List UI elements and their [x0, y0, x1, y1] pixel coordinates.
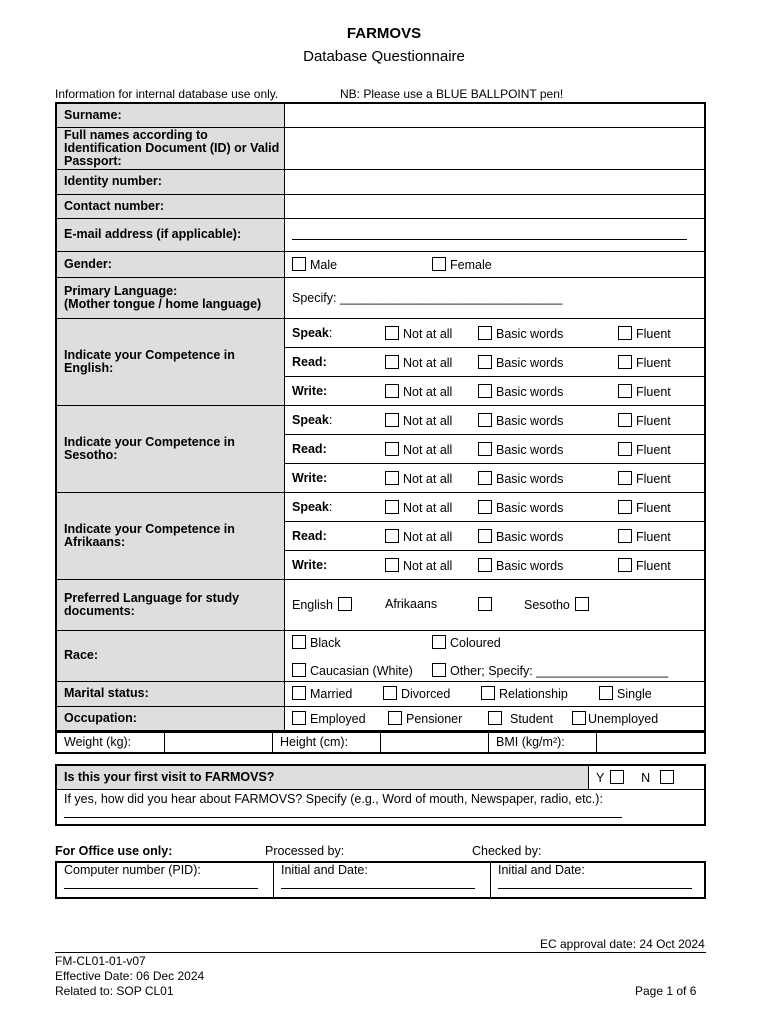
- checkbox-icon[interactable]: [478, 597, 492, 611]
- occupation-employed-option[interactable]: Employed: [292, 711, 366, 726]
- checkbox-icon[interactable]: [478, 500, 492, 514]
- checkbox-icon[interactable]: [478, 442, 492, 456]
- gender-female-option[interactable]: Female: [432, 257, 492, 272]
- effective-date: Effective Date: 06 Dec 2024: [55, 969, 205, 983]
- checkbox-icon[interactable]: [385, 442, 399, 456]
- checkbox-icon[interactable]: [292, 686, 306, 700]
- fluent-option[interactable]: Fluent: [618, 500, 671, 515]
- race-black-option[interactable]: Black: [292, 635, 341, 650]
- marital-divorced-option[interactable]: Divorced: [383, 686, 450, 701]
- checkbox-icon[interactable]: [432, 635, 446, 649]
- checkbox-icon[interactable]: [575, 597, 589, 611]
- contact-input[interactable]: [285, 194, 706, 218]
- fluent-option[interactable]: Fluent: [618, 471, 671, 486]
- office-use-table: [55, 861, 706, 899]
- document-subtitle: Database Questionnaire: [303, 48, 465, 65]
- document-code: FM-CL01-01-v07: [55, 954, 146, 968]
- basic-words-option[interactable]: Basic words: [478, 442, 563, 457]
- checkbox-icon[interactable]: [618, 558, 632, 572]
- checked-by-label: Checked by:: [472, 844, 542, 858]
- first-visit-table: [55, 764, 706, 826]
- race-caucasian-option[interactable]: Caucasian (White): [292, 663, 413, 678]
- checkbox-icon[interactable]: [385, 355, 399, 369]
- fluent-option[interactable]: Fluent: [618, 384, 671, 399]
- measurements-table: [55, 730, 706, 754]
- read-label: Read:: [292, 354, 327, 369]
- checkbox-icon[interactable]: [478, 529, 492, 543]
- occupation-label: Occupation:: [56, 706, 285, 732]
- processed-initial-date-field[interactable]: Initial and Date:: [274, 862, 491, 898]
- gender-label: Gender:: [56, 251, 285, 277]
- internal-note: Information for internal database use only.: [55, 87, 279, 101]
- competence-english-label: Indicate your Competence in English:: [56, 318, 285, 405]
- marital-status-label: Marital status:: [56, 681, 285, 706]
- checkbox-icon[interactable]: [385, 471, 399, 485]
- full-names-input[interactable]: [285, 127, 706, 169]
- checkbox-icon[interactable]: [610, 770, 624, 784]
- checkbox-icon[interactable]: [488, 711, 502, 725]
- checkbox-icon[interactable]: [572, 711, 586, 725]
- checkbox-icon[interactable]: [618, 384, 632, 398]
- pen-note: NB: Please use a BLUE BALLPOINT pen!: [340, 87, 564, 101]
- weight-input[interactable]: [165, 731, 273, 753]
- basic-words-option[interactable]: Basic words: [478, 500, 563, 515]
- checkbox-icon[interactable]: [385, 558, 399, 572]
- checkbox-icon[interactable]: [599, 686, 613, 700]
- fluent-option[interactable]: Fluent: [618, 529, 671, 544]
- speak-label: Speak:: [292, 499, 333, 514]
- identity-input[interactable]: [285, 169, 706, 194]
- full-names-label: Full names according to Identification Document (ID) or Valid Passport:: [56, 127, 285, 169]
- document-title: FARMOVS: [346, 25, 422, 42]
- not-at-all-option[interactable]: Not at all: [385, 355, 452, 370]
- marital-single-option[interactable]: Single: [599, 686, 652, 701]
- surname-label: Surname:: [56, 103, 285, 127]
- height-label: Height (cm):: [273, 731, 381, 753]
- checkbox-icon[interactable]: [478, 413, 492, 427]
- checkbox-icon[interactable]: [385, 384, 399, 398]
- checkbox-icon[interactable]: [292, 257, 306, 271]
- primary-language-label: Primary Language: (Mother tongue / home language): [56, 277, 285, 318]
- basic-words-option[interactable]: Basic words: [478, 529, 563, 544]
- fluent-option[interactable]: Fluent: [618, 326, 671, 341]
- write-label: Write:: [292, 557, 328, 572]
- read-label: Read:: [292, 441, 327, 456]
- competence-afrikaans-label: Indicate your Competence in Afrikaans:: [56, 492, 285, 579]
- write-label: Write:: [292, 383, 328, 398]
- checkbox-icon[interactable]: [385, 529, 399, 543]
- fluent-option[interactable]: Fluent: [618, 355, 671, 370]
- race-label: Race:: [56, 630, 285, 681]
- checkbox-icon[interactable]: [292, 663, 306, 677]
- not-at-all-option[interactable]: Not at all: [385, 500, 452, 515]
- basic-words-option[interactable]: Basic words: [478, 355, 563, 370]
- fluent-option[interactable]: Fluent: [618, 442, 671, 457]
- checkbox-icon[interactable]: [618, 413, 632, 427]
- checkbox-icon[interactable]: [388, 711, 402, 725]
- race-other-option[interactable]: Other; Specify: ___________________: [432, 663, 668, 678]
- basic-words-option[interactable]: Basic words: [478, 413, 563, 428]
- first-visit-followup[interactable]: If yes, how did you hear about FARMOVS? Specify (e.g., Word of mouth, Newspaper, radio, etc.):: [56, 789, 705, 825]
- checkbox-icon[interactable]: [385, 413, 399, 427]
- footer-divider: [55, 952, 706, 953]
- competence-sesotho-label: Indicate your Competence in Sesotho:: [56, 405, 285, 492]
- checkbox-icon[interactable]: [478, 355, 492, 369]
- checkbox-icon[interactable]: [383, 686, 397, 700]
- checkbox-icon[interactable]: [385, 500, 399, 514]
- first-visit-no[interactable]: N: [641, 771, 678, 785]
- checkbox-icon[interactable]: [338, 597, 352, 611]
- checkbox-icon[interactable]: [292, 711, 306, 725]
- checked-initial-date-field[interactable]: Initial and Date:: [491, 862, 706, 898]
- checkbox-icon[interactable]: [292, 635, 306, 649]
- email-input[interactable]: [285, 218, 706, 251]
- marital-relationship-option[interactable]: Relationship: [481, 686, 568, 701]
- occupation-unemployed-option[interactable]: Unemployed: [572, 711, 658, 726]
- speak-label: Speak:: [292, 325, 333, 340]
- fluent-option[interactable]: Fluent: [618, 413, 671, 428]
- speak-label: Speak:: [292, 412, 333, 427]
- basic-words-option[interactable]: Basic words: [478, 384, 563, 399]
- marital-married-option[interactable]: Married: [292, 686, 352, 701]
- not-at-all-option[interactable]: Not at all: [385, 326, 452, 341]
- first-visit-question: Is this your first visit to FARMOVS?: [56, 765, 589, 789]
- surname-input[interactable]: [285, 103, 706, 127]
- not-at-all-option[interactable]: Not at all: [385, 558, 452, 573]
- checkbox-icon[interactable]: [618, 326, 632, 340]
- page-number: Page 1 of 6: [635, 984, 697, 998]
- preferred-language-label: Preferred Language for study documents:: [56, 579, 285, 630]
- bmi-input[interactable]: [597, 731, 706, 753]
- bmi-label: BMI (kg/m²):: [489, 731, 597, 753]
- checkbox-icon[interactable]: [478, 384, 492, 398]
- occupation-student-option[interactable]: Student: [488, 711, 553, 726]
- pid-field[interactable]: Computer number (PID):: [56, 862, 274, 898]
- basic-words-option[interactable]: Basic words: [478, 326, 563, 341]
- preferred-afrikaans-checkbox[interactable]: [478, 597, 496, 612]
- occupation-pensioner-option[interactable]: Pensioner: [388, 711, 462, 726]
- not-at-all-option[interactable]: Not at all: [385, 384, 452, 399]
- not-at-all-option[interactable]: Not at all: [385, 442, 452, 457]
- processed-by-label: Processed by:: [265, 844, 345, 858]
- office-use-label: For Office use only:: [55, 844, 173, 858]
- checkbox-icon[interactable]: [478, 558, 492, 572]
- checkbox-icon[interactable]: [618, 355, 632, 369]
- write-label: Write:: [292, 470, 328, 485]
- checkbox-icon[interactable]: [618, 500, 632, 514]
- preferred-afrikaans-label: Afrikaans: [385, 596, 438, 611]
- contact-label: Contact number:: [56, 194, 285, 218]
- personal-info-table: [55, 102, 706, 733]
- ec-approval-date: EC approval date: 24 Oct 2024: [540, 937, 705, 951]
- related-sop: Related to: SOP CL01: [55, 984, 174, 998]
- checkbox-icon[interactable]: [660, 770, 674, 784]
- identity-label: Identity number:: [56, 169, 285, 194]
- fluent-option[interactable]: Fluent: [618, 558, 671, 573]
- not-at-all-option[interactable]: Not at all: [385, 529, 452, 544]
- checkbox-icon[interactable]: [481, 686, 495, 700]
- checkbox-icon[interactable]: [385, 326, 399, 340]
- first-visit-yes[interactable]: Y: [596, 771, 628, 785]
- basic-words-option[interactable]: Basic words: [478, 558, 563, 573]
- preferred-english-option[interactable]: English: [292, 597, 356, 612]
- read-label: Read:: [292, 528, 327, 543]
- primary-language-specify[interactable]: Specify: ________________________________: [285, 277, 706, 318]
- checkbox-icon[interactable]: [432, 663, 446, 677]
- checkbox-icon[interactable]: [478, 326, 492, 340]
- checkbox-icon[interactable]: [618, 471, 632, 485]
- email-label: E-mail address (if applicable):: [56, 218, 285, 251]
- checkbox-icon[interactable]: [618, 529, 632, 543]
- weight-label: Weight (kg):: [56, 731, 165, 753]
- preferred-sesotho-option[interactable]: Sesotho: [524, 597, 593, 612]
- basic-words-option[interactable]: Basic words: [478, 471, 563, 486]
- checkbox-icon[interactable]: [432, 257, 446, 271]
- checkbox-icon[interactable]: [618, 442, 632, 456]
- not-at-all-option[interactable]: Not at all: [385, 413, 452, 428]
- gender-male-option[interactable]: Male: [292, 257, 337, 272]
- not-at-all-option[interactable]: Not at all: [385, 471, 452, 486]
- race-coloured-option[interactable]: Coloured: [432, 635, 501, 650]
- height-input[interactable]: [381, 731, 489, 753]
- checkbox-icon[interactable]: [478, 471, 492, 485]
